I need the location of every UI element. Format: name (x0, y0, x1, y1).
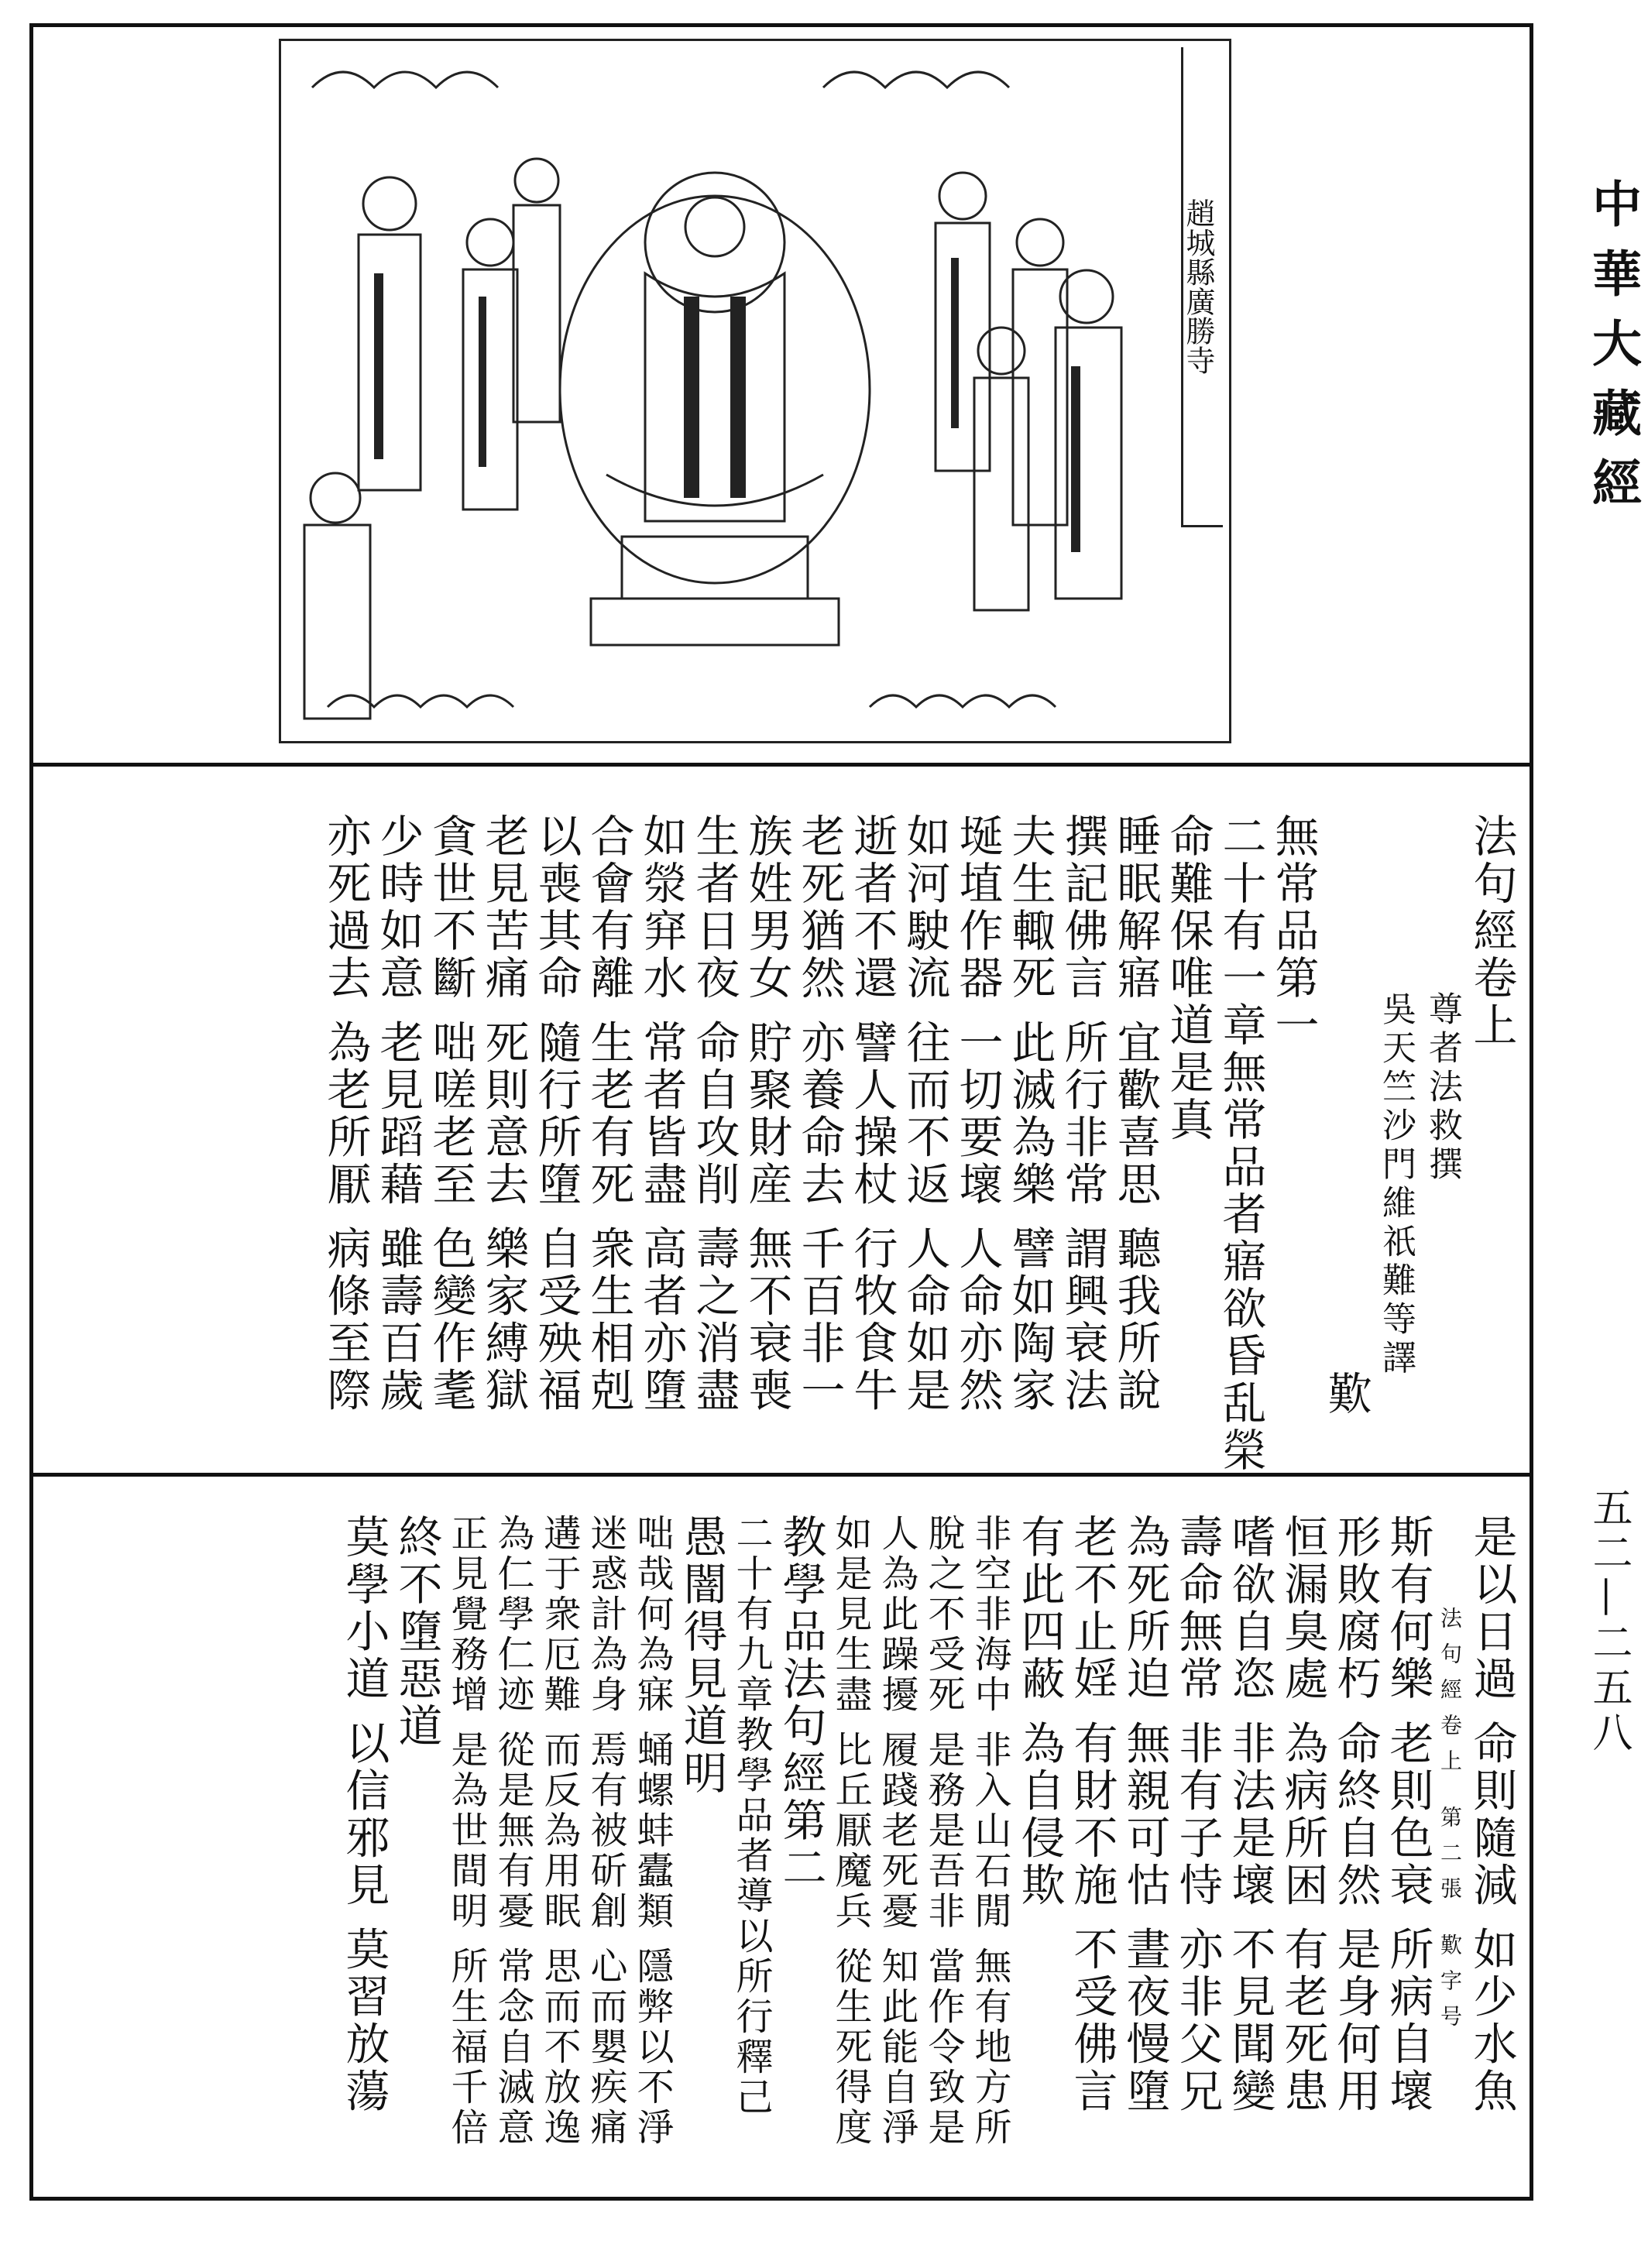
text-column: 斯有何樂 老則色衰 所病自壞 (1382, 1514, 1433, 2115)
section-1-text (319, 813, 1518, 1474)
collection-title: 中華大藏經 (1584, 178, 1642, 527)
frontispiece-illustration (279, 39, 1231, 743)
chapter-title: 教學品法句經第二 (775, 1514, 826, 1892)
text-column: 脫之不受死 是務是吾非 當作令致是 (922, 1514, 965, 2148)
text-column: 老死猶然 亦養命去 千百非一 (794, 813, 845, 1415)
text-column: 合會有離 生老有死 衆生相剋 (583, 813, 634, 1415)
text-column: 二十有一章無常品者寤欲昏乱榮 (1215, 813, 1266, 1474)
text-column: 逝者不還 譬人操杖 行牧食牛 (846, 813, 898, 1415)
text-column: 愚闇得見道明 (676, 1514, 727, 1797)
text-column: 埏埴作器 一切要壞 人命亦然 (952, 813, 1003, 1415)
text-column: 如是見生盡 比丘厭魔兵 從生死得度 (829, 1514, 872, 2148)
temple-label: 趙城縣廣勝寺 (1181, 47, 1223, 527)
text-column: 恒漏臭處 為病所困 有老死患 (1277, 1514, 1328, 2115)
text-column: 遘于衆厄難 而反為用眠 思而不放逸 (537, 1514, 581, 2148)
page-number: 五二—二五八 (1585, 1487, 1632, 1756)
text-column: 尊者法救撰 (1423, 991, 1462, 1185)
section-2-text (338, 1514, 1518, 2148)
text-column: 有此四蔽 為自侵欺 (1014, 1514, 1065, 1909)
text-column: 如滎穽水 常者皆盡 高者亦墮 (636, 813, 687, 1415)
text-column: 正見覺務增 是為世間明 所生福千倍 (445, 1514, 488, 2148)
text-column: 嗜欲自恣 非法是壞 不見聞變 (1224, 1514, 1275, 2115)
text-column: 亦死過去 為老所厭 病條至際 (320, 813, 371, 1415)
text-column: 老見苦痛 死則意去 樂家縛獄 (478, 813, 529, 1415)
text-column: 為仁學仁迹 從是無有憂 常念自滅意 (491, 1514, 534, 2148)
text-column: 撰記佛言 所行非常 謂興衰法 (1057, 813, 1108, 1415)
running-header: 法句經卷上 第二張 歎字号 (1437, 1607, 1463, 2040)
text-column: 終不墮惡道 (391, 1514, 442, 1750)
text-column: 如河駛流 往而不返 人命如是 (899, 813, 950, 1415)
text-column: 是以日過 命則隨減 如少水魚 (1466, 1514, 1517, 2115)
text-column: 為死所迫 無親可怙 晝夜慢墮 (1119, 1514, 1170, 2115)
text-column: 少時如意 老見蹈藉 雖壽百歲 (373, 813, 424, 1415)
text-column: 生者日夜 命自攻削 壽之消盡 (688, 813, 740, 1415)
text-column: 族姓男女 貯聚財産 無不衰喪 (741, 813, 792, 1415)
text-column: 非空非海中 非入山石閒 無有地方所 (968, 1514, 1011, 2148)
text-column: 人為此躁擾 履踐老死憂 知此能自淨 (875, 1514, 918, 2148)
text-column: 無常品第一 (1268, 813, 1319, 1049)
text-column: 迷惑計為身 焉有被斫創 心而嬰疾痛 (584, 1514, 627, 2148)
text-column: 夫生輙死 此滅為樂 譬如陶家 (1004, 813, 1056, 1415)
text-column: 壽命無常 非有子恃 亦非父兄 (1172, 1514, 1223, 2115)
text-column: 咄哉何為寐 蛹螺蚌蠹類 隱弊以不淨 (630, 1514, 674, 2148)
text-column: 老不止婬 有財不施 不受佛言 (1066, 1514, 1118, 2115)
text-column: 命難保唯道是真 (1162, 813, 1214, 1144)
text-column: 形敗腐朽 命終自然 是身何用 (1330, 1514, 1381, 2115)
text-column: 睡眠解寤 宜歡喜思 聽我所說 (1110, 813, 1161, 1415)
text-column: 吳天竺沙門維祇難等譯 (1376, 991, 1416, 1378)
text-column: 歎 (1320, 1371, 1372, 1418)
section-divider-top (29, 763, 1533, 767)
buddha-assembly-drawing (281, 41, 1234, 746)
text-column: 二十有九章教學品者導以所行釋己 (730, 1514, 773, 2118)
text-column: 莫學小道 以信邪見 莫習放蕩 (338, 1514, 390, 2115)
text-column: 法句經卷上 (1466, 813, 1517, 1049)
text-column: 貪世不斷 咄嗟老至 色變作耄 (425, 813, 476, 1415)
text-column: 以喪其命 隨行所墮 自受殃福 (530, 813, 582, 1415)
